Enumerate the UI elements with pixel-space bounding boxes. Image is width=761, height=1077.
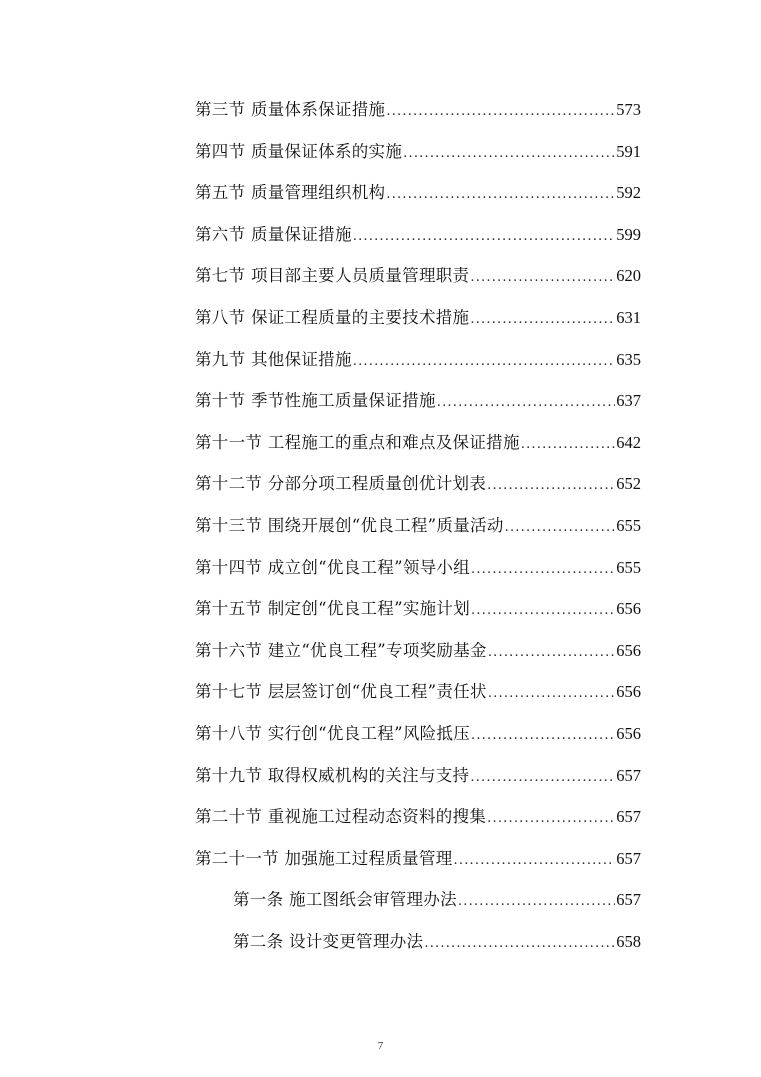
toc-entry-page: 642 [616,432,641,452]
toc-entry-page: 656 [616,599,641,619]
toc-entry-title: 第七节 项目部主要人员质量管理职责 [195,266,470,286]
toc-entry[interactable] [195,342,641,384]
toc-entry[interactable] [195,425,641,467]
toc-entry-title: 第二十一节 加强施工过程质量管理 [195,848,453,868]
toc-entry-page: 620 [616,266,641,286]
dot-leader [487,801,615,837]
dot-leader [458,884,615,920]
toc-entry-title: 第十七节 层层签订创“优良工程”责任状 [195,682,487,702]
toc-entry-title: 第三节 质量体系保证措施 [195,100,386,119]
dot-leader [521,427,616,463]
toc-entry-title: 第五节 质量管理组织机构 [195,183,386,203]
dot-leader [353,219,616,255]
dot-leader [470,260,615,296]
toc-entry[interactable] [195,300,641,342]
toc-entry-page: 591 [616,141,641,161]
toc-entry-title: 第十二节 分部分项工程质量创优计划表 [195,474,487,494]
dot-leader [424,926,615,962]
toc-entry-page: 656 [616,682,641,702]
toc-entry[interactable] [195,383,641,425]
toc-entry[interactable] [195,758,641,800]
toc-entry-page: 637 [616,391,641,411]
toc-entry-title: 第十节 季节性施工质量保证措施 [195,391,436,411]
toc-entry[interactable] [195,716,641,758]
toc-entry-title: 第十四节 成立创“优良工程”领导小组 [195,557,471,577]
toc-entry-title: 第八节 保证工程质量的主要技术措施 [195,307,470,327]
toc-entry[interactable] [195,466,641,508]
toc-entry-page: 655 [616,515,641,535]
toc-entry-page: 631 [616,307,641,327]
toc-entry-page: 573 [616,100,641,119]
dot-leader [470,302,615,338]
toc-entry-page: 635 [616,349,641,369]
toc-entry-page: 658 [616,931,641,951]
toc-entry-title: 第一条 施工图纸会审管理办法 [233,890,457,910]
toc-entry[interactable] [195,175,641,217]
toc-entry-title: 第十八节 实行创“优良工程”风险抵压 [195,723,471,743]
dot-leader [488,676,615,712]
toc-entry-page: 656 [616,723,641,743]
dot-leader [403,136,615,172]
toc-entry[interactable] [195,550,641,592]
toc-subentry[interactable] [233,882,641,924]
toc-entry-page: 655 [616,557,641,577]
dot-leader [487,468,615,504]
toc-entry-page: 657 [616,807,641,827]
toc-entry-page: 657 [616,765,641,785]
toc-entry-title: 第九节 其他保证措施 [195,349,352,369]
dot-leader [471,593,615,629]
toc-entry[interactable] [195,134,641,176]
toc-entry-title: 第四节 质量保证体系的实施 [195,141,403,161]
toc-entry[interactable] [195,591,641,633]
toc-entry[interactable] [195,217,641,259]
toc-entry-page: 652 [616,474,641,494]
toc-entry-title: 第二条 设计变更管理办法 [233,931,424,951]
toc-entry-page: 656 [616,640,641,660]
toc-entry[interactable] [195,258,641,300]
dot-leader [488,635,615,671]
table-of-contents [195,92,641,965]
toc-entry[interactable] [195,674,641,716]
toc-entry-title: 第二十节 重视施工过程动态资料的搜集 [195,807,487,827]
toc-entry-page: 592 [616,183,641,203]
toc-entry[interactable] [195,508,641,550]
dot-leader [471,718,615,754]
toc-entry-title: 第十一节 工程施工的重点和难点及保证措施 [195,432,520,452]
dot-leader [505,510,616,546]
toc-subentry[interactable] [233,924,641,966]
toc-entry-page: 599 [616,224,641,244]
dot-leader [471,552,615,588]
dot-leader [470,760,615,796]
dot-leader [454,843,616,879]
toc-entry[interactable] [195,841,641,883]
toc-entry-title: 第十三节 围绕开展创“优良工程”质量活动 [195,515,504,535]
dot-leader [386,94,615,130]
page-number: 7 [377,1040,384,1052]
toc-entry[interactable] [195,92,641,134]
toc-entry-page: 657 [616,848,641,868]
toc-entry-page: 657 [616,890,641,910]
dot-leader [437,385,616,421]
toc-entry[interactable] [195,633,641,675]
toc-entry-title: 第十六节 建立“优良工程”专项奖励基金 [195,640,487,660]
dot-leader [386,177,615,213]
toc-entry-title: 第六节 质量保证措施 [195,224,352,244]
toc-entry-title: 第十九节 取得权威机构的关注与支持 [195,765,470,785]
toc-entry-title: 第十五节 制定创“优良工程”实施计划 [195,599,471,619]
dot-leader [353,344,616,380]
toc-entry[interactable] [195,799,641,841]
